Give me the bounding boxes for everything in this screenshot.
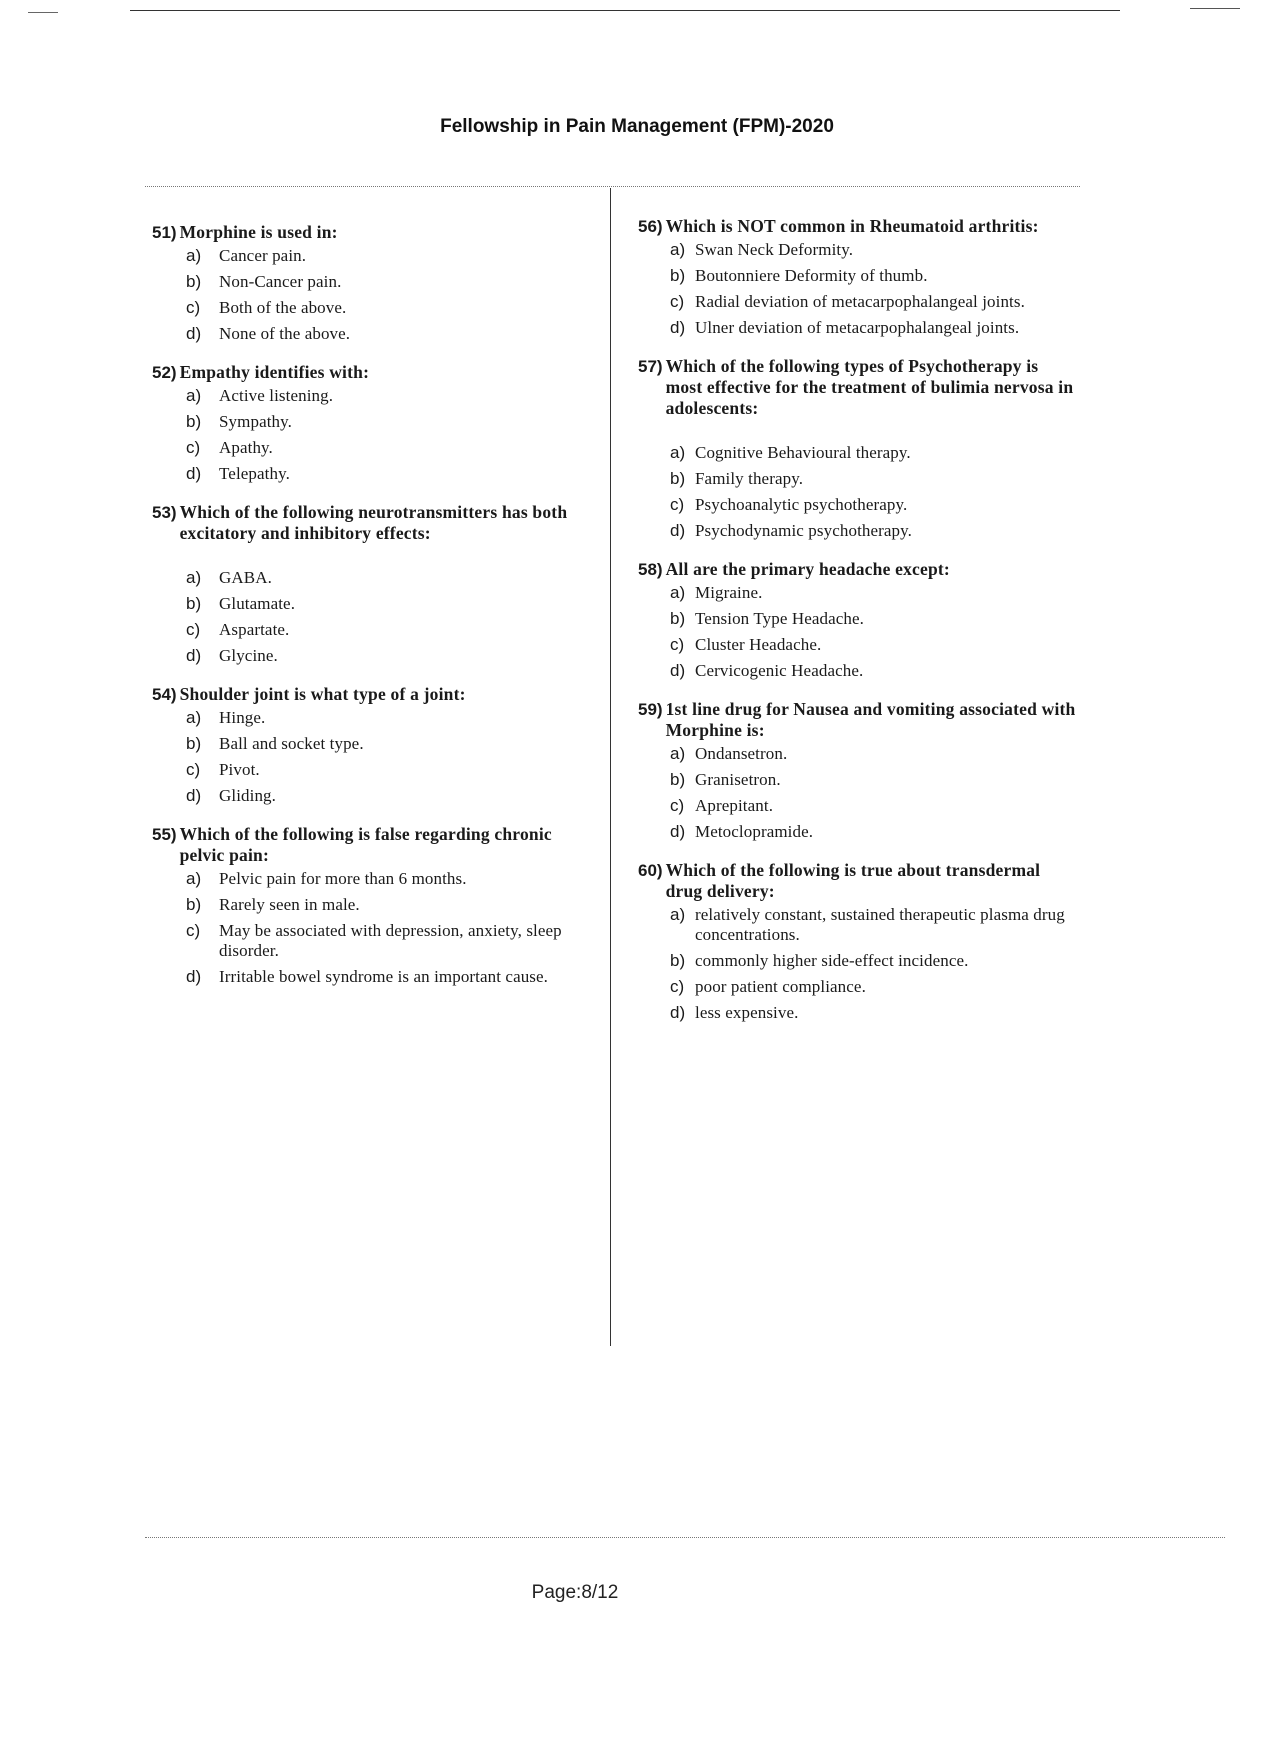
answer-option: [670, 521, 1078, 541]
option-letter: d): [670, 521, 686, 540]
question-item: [638, 699, 1078, 842]
answer-option: [186, 272, 597, 292]
option-text: Irritable bowel syndrome is an important cause.: [219, 967, 549, 986]
option-letter: a): [186, 568, 202, 587]
option-letter: c): [186, 760, 201, 779]
option-text: Granisetron.: [695, 770, 781, 789]
answer-option: [670, 469, 1078, 489]
answer-option: [186, 386, 597, 406]
option-text: None of the above.: [219, 324, 351, 343]
question-text: Which of the following is true about transdermal drug delivery:: [665, 860, 1041, 901]
answer-option: [670, 951, 1078, 971]
question-heading: [152, 684, 597, 705]
option-list: [638, 443, 1078, 541]
question-item: [152, 362, 597, 484]
answer-option: [186, 895, 597, 915]
answer-option: [186, 760, 597, 780]
option-letter: c): [186, 438, 201, 457]
question-number: 53): [152, 503, 177, 522]
top-rule-left: [28, 12, 58, 13]
option-list: [152, 869, 597, 987]
option-text: Cancer pain.: [219, 246, 307, 265]
question-number: 56): [638, 217, 663, 236]
option-letter: d): [186, 646, 202, 665]
option-letter: d): [670, 1003, 686, 1022]
option-list: [638, 905, 1078, 1023]
option-letter: a): [670, 583, 686, 602]
question-number: 52): [152, 363, 177, 382]
option-text: GABA.: [219, 568, 272, 587]
option-letter: a): [670, 905, 686, 924]
option-letter: d): [186, 324, 202, 343]
option-text: Family therapy.: [695, 469, 804, 488]
answer-option: [670, 292, 1078, 312]
answer-option: [186, 412, 597, 432]
option-letter: c): [670, 495, 685, 514]
answer-option: [670, 635, 1078, 655]
option-text: poor patient compliance.: [695, 977, 866, 996]
question-text: 1st line drug for Nausea and vomiting associated with Morphine is:: [665, 699, 1076, 740]
question-heading: [152, 824, 597, 866]
option-letter: c): [670, 292, 685, 311]
answer-option: [670, 266, 1078, 286]
option-text: Active listening.: [219, 386, 334, 405]
question-heading: [638, 559, 1078, 580]
option-text: Swan Neck Deformity.: [695, 240, 854, 259]
option-list: [638, 240, 1078, 338]
answer-option: [186, 869, 597, 889]
answer-option: [670, 609, 1078, 629]
option-letter: d): [670, 822, 686, 841]
option-letter: d): [186, 464, 202, 483]
answer-option: [670, 583, 1078, 603]
question-number: 54): [152, 685, 177, 704]
option-text: less expensive.: [695, 1003, 799, 1022]
option-letter: b): [670, 609, 686, 628]
question-number: 57): [638, 357, 663, 376]
option-text: Ondansetron.: [695, 744, 788, 763]
option-text: Aspartate.: [219, 620, 290, 639]
option-letter: c): [186, 620, 201, 639]
option-letter: d): [670, 661, 686, 680]
question-heading: [638, 860, 1078, 902]
question-item: [152, 824, 597, 987]
option-text: Psychoanalytic psychotherapy.: [695, 495, 908, 514]
question-heading: [638, 699, 1078, 741]
answer-option: [670, 443, 1078, 463]
option-letter: b): [670, 770, 686, 789]
option-letter: a): [186, 246, 202, 265]
question-item: [152, 502, 597, 666]
question-heading: [152, 222, 597, 243]
question-text: Which of the following is false regarding chronic pelvic pain:: [179, 824, 552, 865]
question-text: All are the primary headache except:: [665, 559, 950, 579]
answer-option: [186, 324, 597, 344]
answer-option: [186, 646, 597, 666]
left-question-column: [152, 222, 597, 1005]
option-letter: d): [186, 786, 202, 805]
option-letter: a): [186, 708, 202, 727]
option-letter: b): [186, 412, 202, 431]
column-divider: [610, 188, 611, 1346]
question-heading: [638, 216, 1078, 237]
question-text: Shoulder joint is what type of a joint:: [179, 684, 466, 704]
question-item: [638, 356, 1078, 541]
option-text: Pelvic pain for more than 6 months.: [219, 869, 467, 888]
question-item: [638, 559, 1078, 681]
option-text: Cluster Headache.: [695, 635, 822, 654]
option-text: commonly higher side-effect incidence.: [695, 951, 969, 970]
question-text: Which of the following types of Psychotherapy is most effective for the treatment of bulimia nervosa in adolescents:: [665, 356, 1074, 418]
question-heading: [152, 502, 597, 544]
header-divider: [145, 186, 1080, 187]
question-number: 60): [638, 861, 663, 880]
answer-option: [186, 708, 597, 728]
option-text: Migraine.: [695, 583, 763, 602]
option-letter: c): [670, 977, 685, 996]
answer-option: [670, 744, 1078, 764]
option-text: Pivot.: [219, 760, 260, 779]
option-text: Metoclopramide.: [695, 822, 814, 841]
option-text: Aprepitant.: [695, 796, 774, 815]
answer-option: [670, 796, 1078, 816]
document-title: Fellowship in Pain Management (FPM)-2020: [440, 116, 834, 137]
answer-option: [186, 921, 597, 961]
question-text: Morphine is used in:: [179, 222, 338, 242]
option-list: [638, 583, 1078, 681]
option-letter: b): [670, 469, 686, 488]
option-text: Sympathy.: [219, 412, 292, 431]
option-text: Psychodynamic psychotherapy.: [695, 521, 912, 540]
option-letter: c): [186, 298, 201, 317]
top-rule-right: [1190, 8, 1240, 9]
option-text: Non-Cancer pain.: [219, 272, 342, 291]
answer-option: [186, 786, 597, 806]
question-text: Which of the following neurotransmitters has both excitatory and inhibitory effects:: [179, 502, 568, 543]
option-text: Tension Type Headache.: [695, 609, 864, 628]
top-rule: [130, 10, 1120, 11]
answer-option: [670, 905, 1078, 945]
footer-divider: [145, 1537, 1225, 1538]
option-text: relatively constant, sustained therapeutic plasma drug concentrations.: [695, 905, 1065, 944]
option-text: Telepathy.: [219, 464, 290, 483]
option-text: Both of the above.: [219, 298, 347, 317]
option-list: [152, 246, 597, 344]
option-text: Glycine.: [219, 646, 278, 665]
question-number: 59): [638, 700, 663, 719]
page-number: Page:8/12: [531, 1582, 619, 1603]
option-letter: c): [670, 796, 685, 815]
option-letter: c): [670, 635, 685, 654]
option-letter: b): [670, 951, 686, 970]
option-letter: b): [670, 266, 686, 285]
answer-option: [186, 464, 597, 484]
option-letter: d): [186, 967, 202, 986]
answer-option: [670, 770, 1078, 790]
option-text: Cervicogenic Headache.: [695, 661, 864, 680]
answer-option: [186, 438, 597, 458]
answer-option: [186, 967, 597, 987]
option-text: Rarely seen in male.: [219, 895, 360, 914]
option-text: Hinge.: [219, 708, 266, 727]
option-text: Apathy.: [219, 438, 273, 457]
option-text: May be associated with depression, anxiety, sleep disorder.: [219, 921, 562, 960]
option-list: [152, 708, 597, 806]
option-text: Ulner deviation of metacarpophalangeal joints.: [695, 318, 1020, 337]
answer-option: [670, 977, 1078, 997]
question-number: 58): [638, 560, 663, 579]
right-question-column: [638, 216, 1078, 1041]
answer-option: [670, 240, 1078, 260]
option-list: [152, 568, 597, 666]
option-letter: a): [670, 443, 686, 462]
answer-option: [670, 661, 1078, 681]
option-letter: a): [186, 386, 202, 405]
question-text: Which is NOT common in Rheumatoid arthritis:: [665, 216, 1039, 236]
answer-option: [186, 594, 597, 614]
answer-option: [186, 620, 597, 640]
option-letter: c): [186, 921, 201, 940]
answer-option: [186, 246, 597, 266]
question-item: [638, 860, 1078, 1023]
option-list: [638, 744, 1078, 842]
answer-option: [186, 568, 597, 588]
option-text: Boutonniere Deformity of thumb.: [695, 266, 928, 285]
question-text: Empathy identifies with:: [179, 362, 370, 382]
question-heading: [638, 356, 1078, 419]
question-number: 51): [152, 223, 177, 242]
option-letter: b): [186, 895, 202, 914]
answer-option: [186, 734, 597, 754]
question-item: [152, 222, 597, 344]
option-letter: b): [186, 272, 202, 291]
option-text: Gliding.: [219, 786, 276, 805]
question-heading: [152, 362, 597, 383]
option-letter: d): [670, 318, 686, 337]
question-number: 55): [152, 825, 177, 844]
option-text: Ball and socket type.: [219, 734, 364, 753]
answer-option: [670, 822, 1078, 842]
option-letter: a): [670, 744, 686, 763]
option-text: Radial deviation of metacarpophalangeal joints.: [695, 292, 1025, 311]
option-letter: b): [186, 594, 202, 613]
answer-option: [670, 1003, 1078, 1023]
option-letter: b): [186, 734, 202, 753]
option-text: Cognitive Behavioural therapy.: [695, 443, 911, 462]
answer-option: [670, 318, 1078, 338]
answer-option: [670, 495, 1078, 515]
option-list: [152, 386, 597, 484]
option-letter: a): [186, 869, 202, 888]
option-text: Glutamate.: [219, 594, 296, 613]
question-item: [152, 684, 597, 806]
question-item: [638, 216, 1078, 338]
option-letter: a): [670, 240, 686, 259]
answer-option: [186, 298, 597, 318]
